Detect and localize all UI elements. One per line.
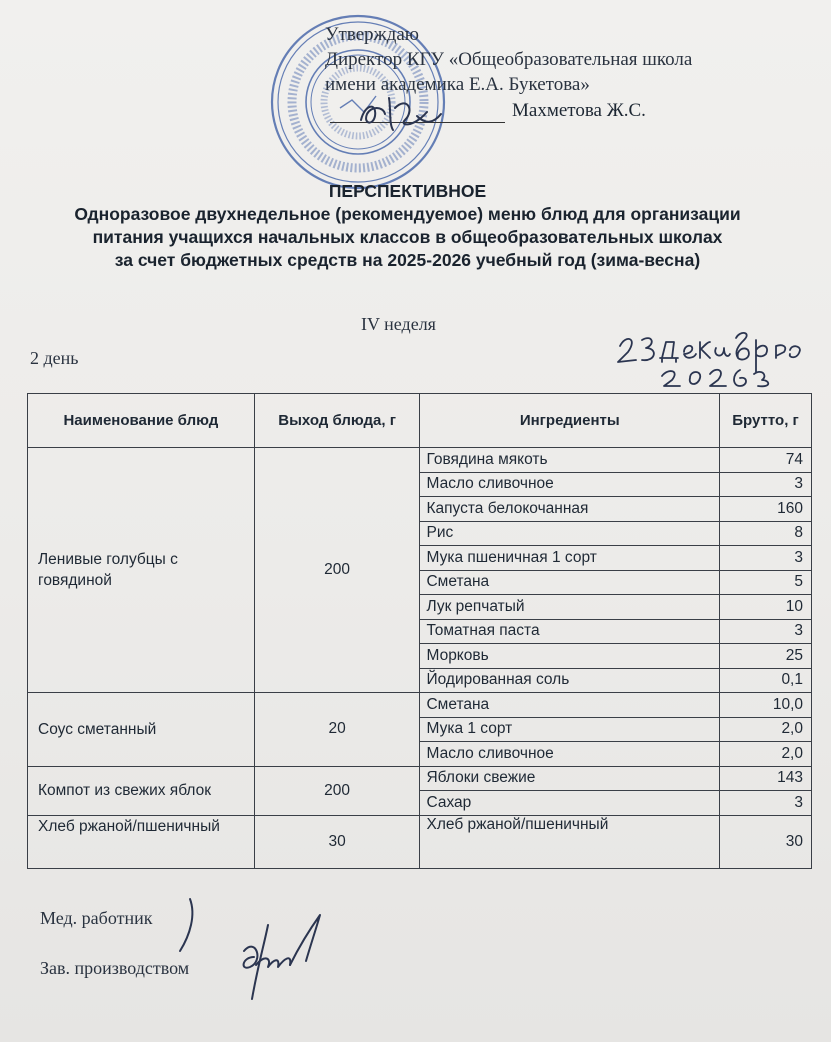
ingredient-name: Сметана xyxy=(420,693,720,718)
ingredient-gross: 2,0 xyxy=(720,717,812,742)
title-line-4: за счет бюджетных средств на 2025-2026 учебный год (зима-весна) xyxy=(114,250,701,270)
dish-yield: 20 xyxy=(254,693,420,767)
table-row xyxy=(28,815,812,868)
ingredient-name: Мука пшеничная 1 сорт xyxy=(420,546,720,571)
ingredient-name: Лук репчатый xyxy=(420,595,720,620)
header-gross: Брутто, г xyxy=(720,394,812,448)
ingredient-name: Хлеб ржаной/пшеничный xyxy=(420,815,720,868)
ingredient-gross: 3 xyxy=(720,619,812,644)
ingredient-name: Масло сливочное xyxy=(420,472,720,497)
ingredient-gross: 10 xyxy=(720,595,812,620)
week-label: IV неделя xyxy=(361,314,436,334)
ingredient-gross: 160 xyxy=(720,497,812,522)
handwritten-date xyxy=(612,328,812,390)
table-row xyxy=(28,448,812,473)
ingredient-name: Капуста белокочанная xyxy=(420,497,720,522)
production-signature xyxy=(160,895,330,1005)
ingredient-gross: 30 xyxy=(720,815,812,868)
ingredient-gross: 3 xyxy=(720,472,812,497)
dish-name: Компот из свежих яблок xyxy=(28,766,255,815)
day-label: 2 день xyxy=(30,348,79,368)
production-label: Зав. производством xyxy=(40,958,190,978)
ingredient-gross: 143 xyxy=(720,766,812,791)
title-line-2: Одноразовое двухнедельное (рекомендуемое) меню блюд для организации xyxy=(74,204,741,224)
dish-yield: 30 xyxy=(254,815,420,868)
ingredient-gross: 10,0 xyxy=(720,693,812,718)
approval-block xyxy=(325,22,692,97)
director-name: Махметова Ж.С. xyxy=(512,100,646,121)
ingredient-name: Сметана xyxy=(420,570,720,595)
document-title xyxy=(0,180,815,272)
title-line-1: ПЕРСПЕКТИВНОЕ xyxy=(328,181,487,201)
ingredient-gross: 2,0 xyxy=(720,742,812,767)
ingredient-name: Масло сливочное xyxy=(420,742,720,767)
ingredient-name: Йодированная соль xyxy=(420,668,720,693)
ingredient-gross: 8 xyxy=(720,521,812,546)
dish-name: Соус сметанный xyxy=(28,693,255,767)
ingredient-name: Мука 1 сорт xyxy=(420,717,720,742)
menu-table xyxy=(27,393,812,869)
table-header-row xyxy=(28,394,812,448)
dish-yield: 200 xyxy=(254,766,420,815)
header-ingredients: Ингредиенты xyxy=(420,394,720,448)
table-row xyxy=(28,693,812,718)
ingredient-gross: 74 xyxy=(720,448,812,473)
director-signature xyxy=(355,90,445,135)
ingredient-name: Томатная паста xyxy=(420,619,720,644)
medic-label: Мед. работник xyxy=(40,908,153,928)
ingredient-gross: 3 xyxy=(720,546,812,571)
title-line-3: питания учащихся начальных классов в общеобразовательных школах xyxy=(92,227,723,247)
ingredient-gross: 25 xyxy=(720,644,812,669)
approval-heading: Утверждаю xyxy=(325,24,419,45)
ingredient-gross: 5 xyxy=(720,570,812,595)
ingredient-name: Морковь xyxy=(420,644,720,669)
ingredient-gross: 3 xyxy=(720,791,812,816)
ingredient-gross: 0,1 xyxy=(720,668,812,693)
dish-name: Ленивые голубцы с говядиной xyxy=(28,448,255,693)
header-dish: Наименование блюд xyxy=(28,394,255,448)
ingredient-name: Сахар xyxy=(420,791,720,816)
table-row xyxy=(28,766,812,791)
ingredient-name: Яблоки свежие xyxy=(420,766,720,791)
ingredient-name: Рис xyxy=(420,521,720,546)
dish-name: Хлеб ржаной/пшеничный xyxy=(28,815,255,868)
header-yield: Выход блюда, г xyxy=(254,394,420,448)
dish-yield: 200 xyxy=(254,448,420,693)
ingredient-name: Говядина мякоть xyxy=(420,448,720,473)
approval-school: имени академика Е.А. Букетова» xyxy=(325,74,590,95)
approval-position: Директор КГУ «Общеобразовательная школа xyxy=(325,49,693,70)
